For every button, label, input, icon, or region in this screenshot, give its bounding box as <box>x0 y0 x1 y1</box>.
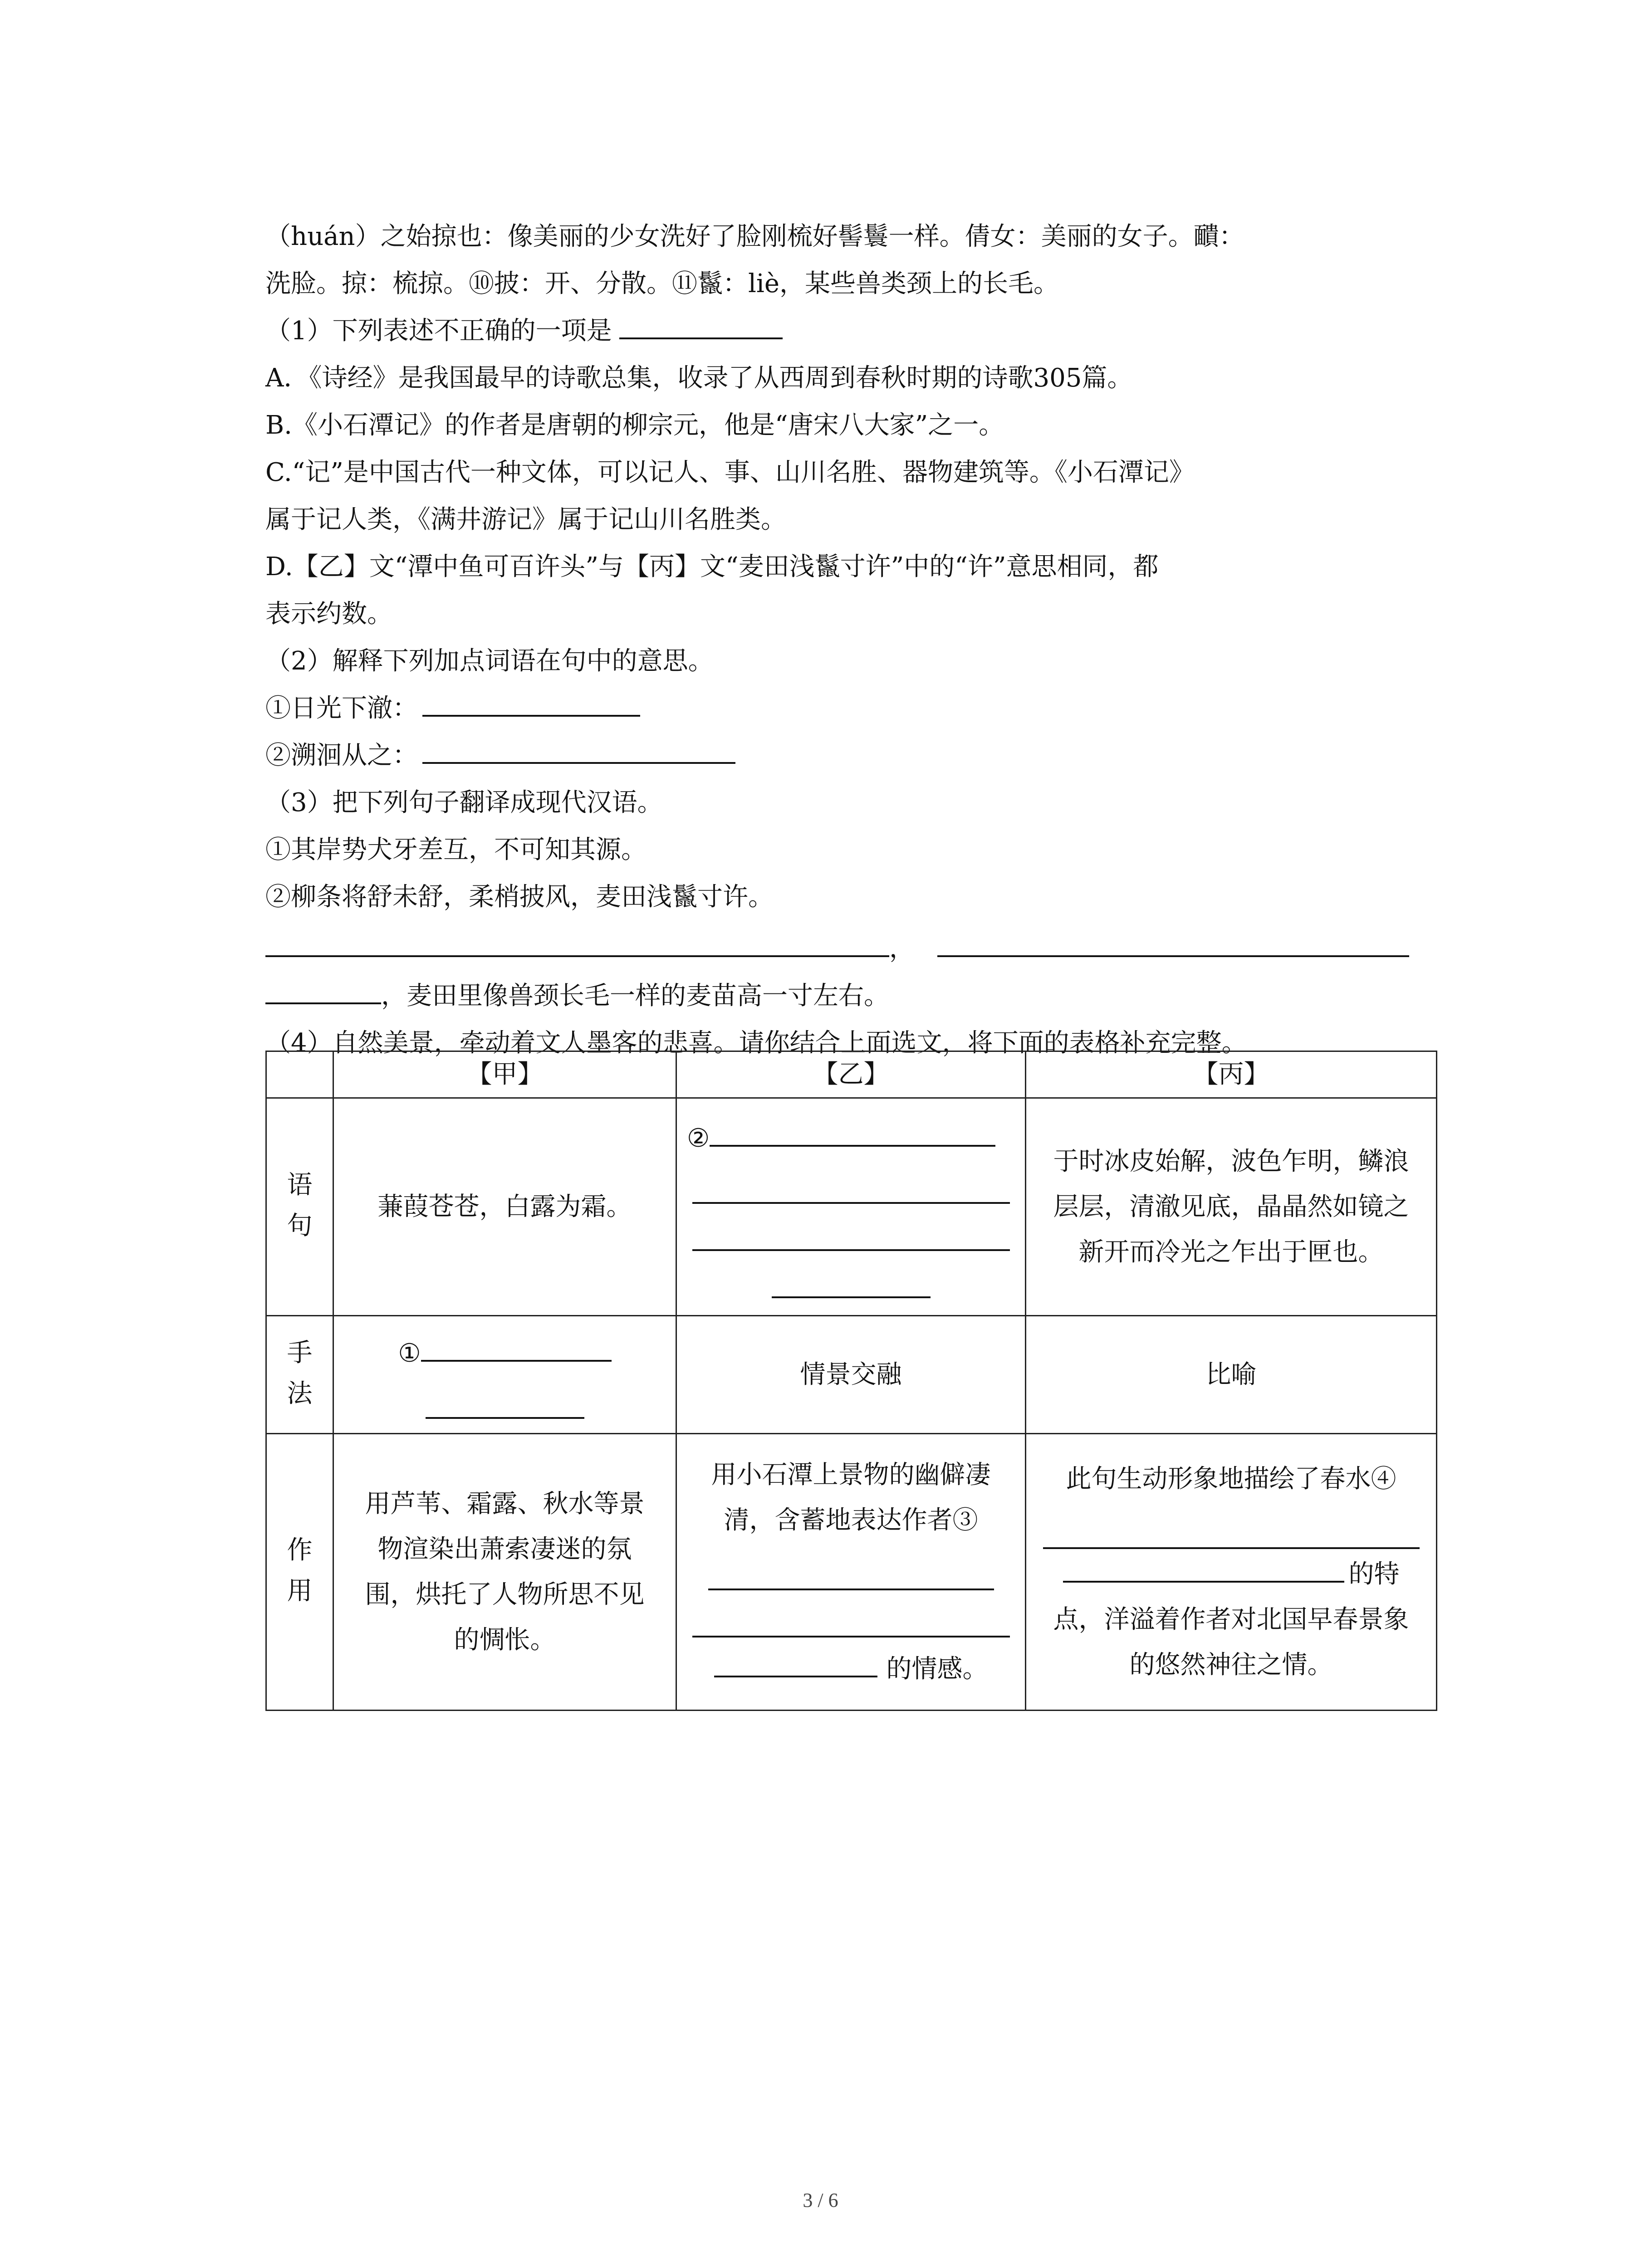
q1-stem <box>265 308 1436 355</box>
note-line-1: （huán）之始掠也：像美丽的少女洗好了脸刚梳好髻鬟一样。倩女：美丽的女子。靧： <box>265 222 1244 251</box>
q1-option-b: B.《小石潭记》的作者是唐朝的柳宗元，他是“唐宋八大家”之一。 <box>265 411 1004 440</box>
table-header-yi: 【乙】 <box>676 1051 1026 1098</box>
yi-effect-text: 用小石潭上景物的幽僻凄清，含蓄地表达作者③ <box>711 1460 991 1535</box>
page-number: 3 / 6 <box>803 2189 838 2211</box>
bing-effect-cell <box>1026 1434 1437 1711</box>
yi-sentence-marker: ② <box>687 1123 710 1153</box>
q2-item-1 <box>265 685 1436 732</box>
q3-answer-tail-line <box>265 973 1436 1020</box>
note-line-2: 洗脸。掠：梳掠。⑩披：开、分散。⑪鬣：liè，某些兽类颈上的长毛。 <box>265 269 1059 298</box>
q3-item-2: ②柳条将舒未舒，柔梢披风，麦田浅鬣寸许。 <box>265 882 774 912</box>
jia-method-cell <box>333 1316 676 1434</box>
jia-method-blank-1[interactable] <box>421 1333 612 1362</box>
jia-method-marker: ① <box>398 1338 421 1368</box>
yi-sentence-blank-2[interactable] <box>692 1175 1010 1204</box>
yi-effect-cell <box>676 1434 1026 1711</box>
comparison-table <box>265 1051 1437 1711</box>
yi-sentence-blank-3[interactable] <box>692 1222 1010 1251</box>
yi-sentence-blank-4[interactable] <box>772 1269 931 1298</box>
q3-stem: （3）把下列句子翻译成现代汉语。 <box>265 788 663 817</box>
q3-answer-blank-3[interactable] <box>265 975 381 1004</box>
bing-effect-tail: 点，洋溢着作者对北国早春景象的悠然神往之情。 <box>1053 1604 1409 1680</box>
q1-option-a: A．《诗经》是我国最早的诗歌总集，收录了从西周到春秋时期的诗歌305篇。 <box>265 363 1133 393</box>
yi-method: 情景交融 <box>676 1316 1026 1434</box>
jia-sentence: 蒹葭苍苍，白露为霜。 <box>333 1098 676 1316</box>
row-label-sentence: 语句 <box>287 1170 313 1241</box>
q3-item-1: ①其岸势犬牙差互，不可知其源。 <box>265 835 647 865</box>
q1-option-d-line2: 表示约数。 <box>265 599 392 629</box>
yi-sentence-blank-1[interactable] <box>710 1118 995 1147</box>
q2-item-2-text: ②溯洄从之： <box>265 741 418 770</box>
table-header-row <box>266 1051 1437 1098</box>
jia-method-blank-2[interactable] <box>426 1390 584 1419</box>
q3-answer-tail: ，麦田里像兽颈长毛一样的麦苗高一寸左右。 <box>381 981 889 1011</box>
q2-item-1-text: ①日光下澈： <box>265 694 418 723</box>
q2-item-1-blank[interactable] <box>422 688 640 717</box>
q1-option-c-line2: 属于记人类，《满井游记》属于记山川名胜类。 <box>265 505 786 534</box>
q3-comma: ， <box>889 934 915 963</box>
q1-option-c-line1: C.“记”是中国古代一种文体，可以记人、事、山川名胜、器物建筑等。《小石潭记》 <box>265 458 1195 487</box>
q1-stem-text: （1）下列表述不正确的一项是 <box>265 316 612 346</box>
table-header-jia: 【甲】 <box>333 1051 676 1098</box>
bing-sentence: 于时冰皮始解，波色乍明，鳞浪层层，清澈见底，晶晶然如镜之新开而冷光之乍出于匣也。 <box>1026 1098 1437 1316</box>
q2-stem: （2）解释下列加点词语在句中的意思。 <box>265 646 714 676</box>
bing-effect-blank-2[interactable] <box>1063 1554 1344 1583</box>
bing-effect-mid: 的特 <box>1348 1559 1400 1589</box>
table-row-method <box>266 1316 1437 1434</box>
yi-effect-blank-3[interactable] <box>714 1648 877 1677</box>
q4-stem: （4）自然美景，牵动着文人墨客的悲喜。请你结合上面选文，将下面的表格补充完整。 <box>265 1028 1247 1058</box>
row-label-effect: 作用 <box>287 1535 313 1606</box>
table-header-blank <box>266 1051 333 1098</box>
q2-item-2 <box>265 732 1436 779</box>
table-row-sentence <box>266 1098 1437 1316</box>
yi-sentence-cell <box>676 1098 1026 1316</box>
q3-answer-blank-2[interactable] <box>937 928 1409 957</box>
q2-item-2-blank[interactable] <box>422 735 735 764</box>
yi-effect-blank-1[interactable] <box>708 1561 994 1590</box>
bing-method: 比喻 <box>1026 1316 1437 1434</box>
q3-answer-blank-1[interactable] <box>265 928 889 957</box>
row-label-method: 手法 <box>287 1338 313 1408</box>
jia-effect: 用芦苇、霜露、秋水等景物渲染出萧索凄迷的氛围，烘托了人物所思不见的惆怅。 <box>333 1434 676 1711</box>
yi-effect-tail: 的情感。 <box>886 1654 988 1684</box>
question-body <box>265 213 1436 1067</box>
bing-effect-text: 此句生动形象地描绘了春水④ <box>1066 1464 1396 1494</box>
q3-answer-line <box>265 925 1436 973</box>
table-row-effect <box>266 1434 1437 1711</box>
q1-option-d-line1: D.【乙】文“潭中鱼可百许头”与【丙】文“麦田浅鬣寸许”中的“许”意思相同，都 <box>265 552 1159 582</box>
bing-effect-blank-1[interactable] <box>1043 1520 1420 1549</box>
yi-effect-blank-2[interactable] <box>692 1608 1010 1637</box>
table-header-bing: 【丙】 <box>1026 1051 1437 1098</box>
q1-answer-blank[interactable] <box>619 310 783 339</box>
